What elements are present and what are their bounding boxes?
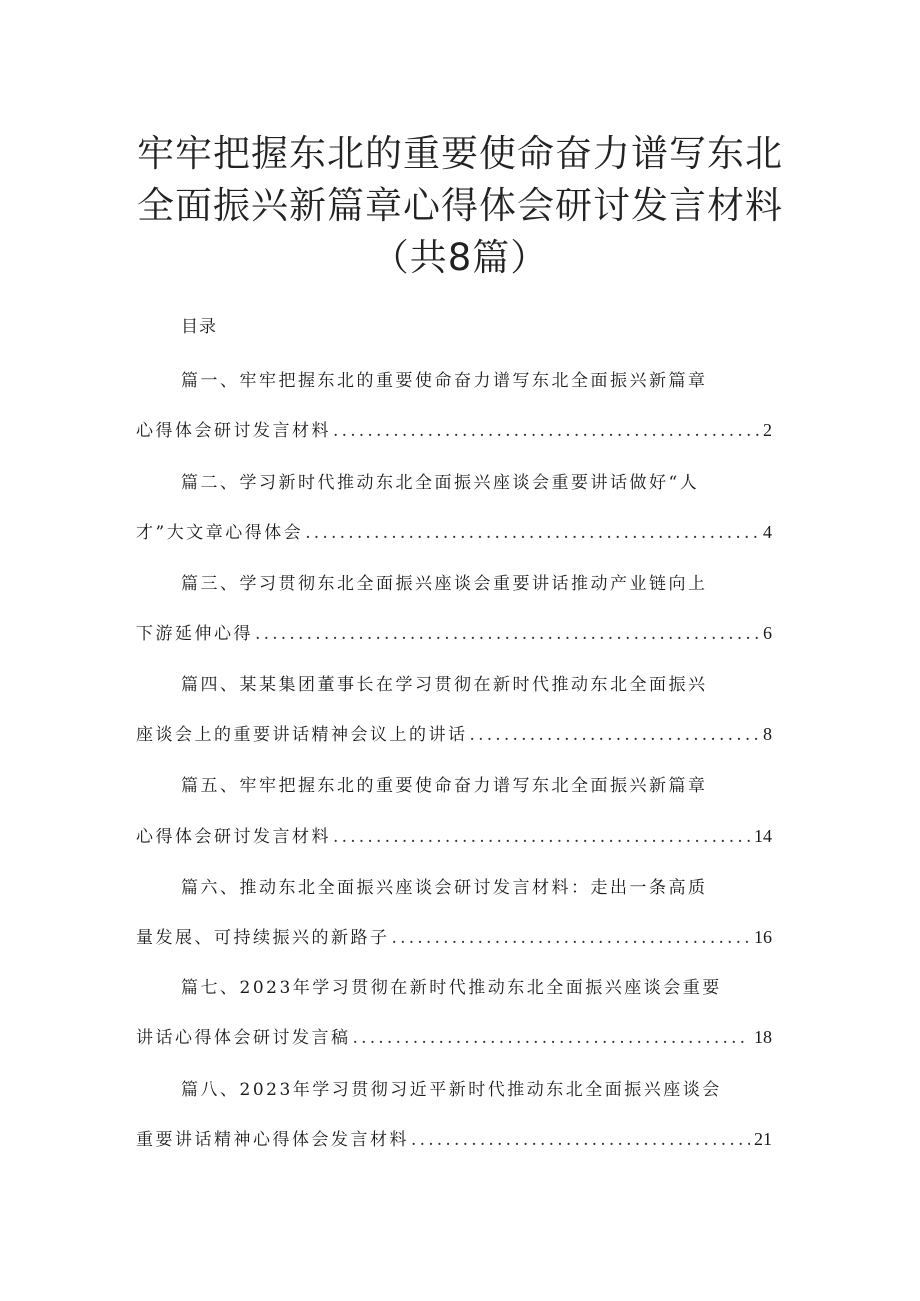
toc-entry-title-line2: 座谈会上的重要讲话精神会议上的讲话 xyxy=(136,725,468,745)
toc-page-number: 2 xyxy=(763,420,772,440)
toc-leader-dots xyxy=(255,624,759,644)
toc-entry-title-line2: 重要讲话精神心得体会发言材料 xyxy=(136,1130,409,1150)
document-title: 牢牢把握东北的重要使命奋力谱写东北全面振兴新篇章心得体会研讨发言材料（共8篇） xyxy=(137,132,783,279)
toc-entry-title-line1: 篇六、推动东北全面振兴座谈会研讨发言材料：走出一条高质 xyxy=(181,878,708,898)
toc-leader-dots xyxy=(333,827,750,847)
toc-entry-title-line1: 篇二、学习新时代推动东北全面振兴座谈会重要讲话做好“人 xyxy=(181,473,700,493)
toc-page-number: 18 xyxy=(754,1027,772,1047)
toc-entry-title-line1: 篇一、牢牢把握东北的重要使命奋力谱写东北全面振兴新篇章 xyxy=(181,371,708,391)
toc-entry-title-line1: 篇三、学习贯彻东北全面振兴座谈会重要讲话推动产业链向上 xyxy=(181,574,708,594)
toc-page-number: 6 xyxy=(763,623,772,643)
toc-entry-title-line2: 才”大文章心得体会 xyxy=(136,523,304,543)
toc-entry-title-line2: 心得体会研讨发言材料 xyxy=(136,827,331,847)
toc-leader-dots xyxy=(392,928,751,948)
toc-leader-dots xyxy=(305,523,759,543)
toc-entry-title-line1: 篇七、2023年学习贯彻在新时代推动东北全面振兴座谈会重要 xyxy=(181,978,722,998)
toc-page-number: 16 xyxy=(754,927,772,947)
toc-page-number: 8 xyxy=(763,724,772,744)
toc-entry-title-line2: 量发展、可持续振兴的新路子 xyxy=(136,928,390,948)
toc-entry-title-line1: 篇四、某某集团董事长在学习贯彻在新时代推动东北全面振兴 xyxy=(181,675,708,695)
toc-entry-title-line1: 篇八、2023年学习贯彻习近平新时代推动东北全面振兴座谈会 xyxy=(181,1080,722,1100)
toc-entry-title-line2: 下游延伸心得 xyxy=(136,624,253,644)
toc-leader-dots xyxy=(411,1130,750,1150)
toc-page-number: 4 xyxy=(763,522,772,542)
toc-leader-dots xyxy=(353,1028,751,1048)
toc-entry-title-line1: 篇五、牢牢把握东北的重要使命奋力谱写东北全面振兴新篇章 xyxy=(181,776,708,796)
toc-leader-dots xyxy=(470,725,760,745)
toc-entry-title-line2: 讲话心得体会研讨发言稿 xyxy=(136,1028,351,1048)
toc-page-number: 14 xyxy=(754,826,772,846)
toc-heading: 目录 xyxy=(181,317,217,337)
toc-entry-title-line2: 心得体会研讨发言材料 xyxy=(136,421,331,441)
toc-leader-dots xyxy=(333,421,759,441)
toc-page-number: 21 xyxy=(754,1129,772,1149)
